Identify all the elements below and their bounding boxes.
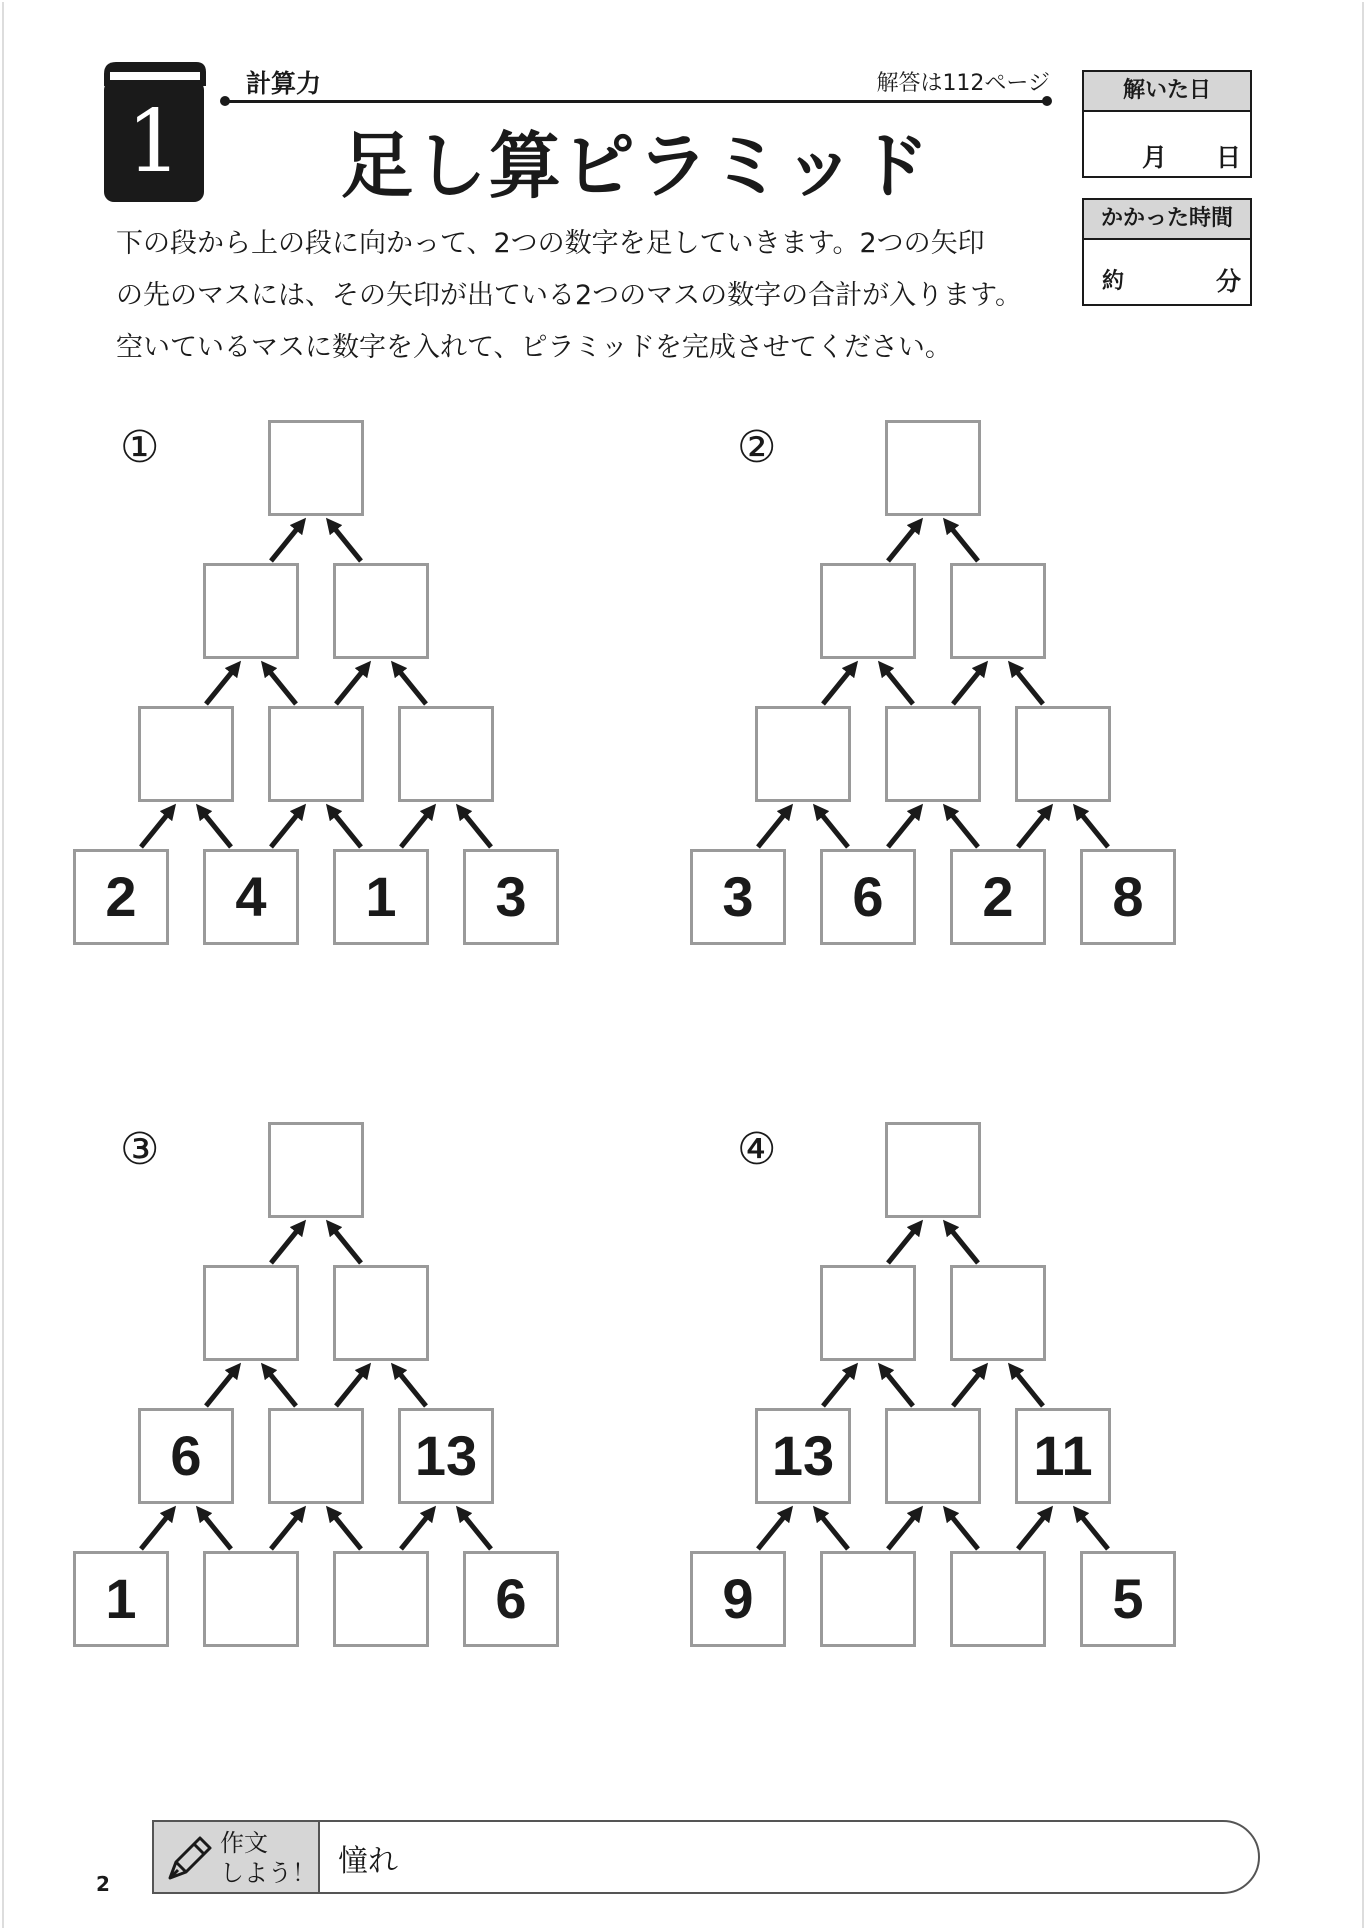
answer-cell[interactable] — [333, 1265, 429, 1361]
answer-cell[interactable] — [203, 563, 299, 659]
instruction-line: 下の段から上の段に向かって、2つの数字を足していきます。2つの矢印 — [116, 228, 985, 259]
day-label: 日 — [1216, 143, 1242, 172]
given-number-cell: 3 — [690, 849, 786, 945]
page-number: 2 — [96, 1872, 110, 1896]
answer-cell[interactable] — [885, 1408, 981, 1504]
page-title: 足し算ピラミッド — [340, 124, 932, 208]
arrow-up-left — [331, 1512, 361, 1549]
arrow-up-right — [953, 1369, 983, 1406]
arrow-up-right — [271, 524, 301, 561]
arrow-up-left — [818, 1512, 848, 1549]
puzzle-number: ③ — [120, 1124, 160, 1175]
arrow-up-left — [883, 667, 913, 704]
arrow-up-left — [948, 1226, 978, 1263]
essay-bar — [152, 1820, 1260, 1894]
arrow-up-left — [461, 810, 491, 847]
arrow-up-right — [888, 810, 918, 847]
arrow-up-left — [1078, 1512, 1108, 1549]
arrow-up-left — [331, 524, 361, 561]
arrow-up-right — [758, 810, 788, 847]
arrow-up-right — [401, 1512, 431, 1549]
essay-label-line: 作文 — [220, 1829, 268, 1857]
puzzle-number: ② — [737, 422, 777, 473]
arrow-up-right — [888, 1512, 918, 1549]
given-number-cell: 2 — [73, 849, 169, 945]
time-taken-field[interactable] — [1084, 240, 1250, 304]
essay-label — [220, 1828, 316, 1888]
solved-date-field[interactable] — [1084, 112, 1250, 176]
answer-cell[interactable] — [885, 706, 981, 802]
pyramid-puzzle — [105, 420, 620, 960]
answer-reference: 解答は112ページ — [876, 71, 1050, 96]
given-number-cell: 8 — [1080, 849, 1176, 945]
arrow-up-right — [271, 1512, 301, 1549]
arrow-up-left — [396, 1369, 426, 1406]
answer-cell[interactable] — [203, 1551, 299, 1647]
answer-cell[interactable] — [333, 563, 429, 659]
given-number-cell: 11 — [1015, 1408, 1111, 1504]
arrow-up-left — [266, 667, 296, 704]
arrow-up-left — [1078, 810, 1108, 847]
arrow-up-right — [336, 667, 366, 704]
arrow-up-left — [331, 1226, 361, 1263]
pyramid-puzzle — [722, 420, 1237, 960]
arrow-up-right — [206, 1369, 236, 1406]
header-rule — [224, 100, 1048, 103]
instruction-line: 空いているマスに数字を入れて、ピラミッドを完成させてください。 — [116, 332, 952, 363]
answer-cell[interactable] — [885, 420, 981, 516]
answer-cell[interactable] — [950, 1551, 1046, 1647]
answer-cell[interactable] — [1015, 706, 1111, 802]
arrow-up-left — [266, 1369, 296, 1406]
answer-cell[interactable] — [885, 1122, 981, 1218]
arrow-up-left — [883, 1369, 913, 1406]
answer-cell[interactable] — [203, 1265, 299, 1361]
pyramid-puzzle — [105, 1122, 620, 1662]
arrow-up-right — [888, 524, 918, 561]
arrow-up-left — [331, 810, 361, 847]
arrow-up-right — [401, 810, 431, 847]
arrow-up-right — [141, 1512, 171, 1549]
essay-tab — [154, 1822, 320, 1892]
arrow-up-left — [948, 524, 978, 561]
given-number-cell: 3 — [463, 849, 559, 945]
arrow-up-left — [1013, 667, 1043, 704]
month-label: 月 — [1142, 143, 1168, 172]
approx-label: 約 — [1102, 269, 1125, 294]
arrow-up-right — [953, 667, 983, 704]
arrow-up-right — [206, 667, 236, 704]
answer-cell[interactable] — [333, 1551, 429, 1647]
given-number-cell: 6 — [463, 1551, 559, 1647]
given-number-cell: 4 — [203, 849, 299, 945]
time-taken-box — [1082, 198, 1252, 306]
arrow-up-right — [271, 810, 301, 847]
minutes-label: 分 — [1216, 267, 1242, 296]
header-rule-dot-right — [1042, 96, 1052, 106]
category-label: 計算力 — [246, 69, 322, 98]
time-taken-label: かかった時間 — [1084, 200, 1250, 240]
essay-prompt-word: 憧れ — [338, 1844, 398, 1879]
answer-cell[interactable] — [820, 1551, 916, 1647]
answer-cell[interactable] — [950, 1265, 1046, 1361]
given-number-cell: 1 — [73, 1551, 169, 1647]
lesson-number: 1 — [126, 92, 182, 192]
given-number-cell: 13 — [398, 1408, 494, 1504]
arrow-up-right — [823, 667, 853, 704]
answer-cell[interactable] — [950, 563, 1046, 659]
given-number-cell: 6 — [138, 1408, 234, 1504]
arrow-up-left — [818, 810, 848, 847]
arrow-up-right — [758, 1512, 788, 1549]
given-number-cell: 13 — [755, 1408, 851, 1504]
arrow-up-right — [271, 1226, 301, 1263]
arrow-up-right — [888, 1226, 918, 1263]
arrow-up-right — [1018, 1512, 1048, 1549]
answer-cell[interactable] — [820, 563, 916, 659]
arrow-up-left — [461, 1512, 491, 1549]
answer-cell[interactable] — [268, 420, 364, 516]
given-number-cell: 6 — [820, 849, 916, 945]
answer-cell[interactable] — [138, 706, 234, 802]
arrow-up-left — [201, 810, 231, 847]
puzzle-number: ④ — [737, 1124, 777, 1175]
instructions — [116, 218, 1076, 374]
arrow-up-right — [141, 810, 171, 847]
puzzle-number: ① — [120, 422, 160, 473]
given-number-cell: 2 — [950, 849, 1046, 945]
answer-cell[interactable] — [755, 706, 851, 802]
answer-cell[interactable] — [268, 1408, 364, 1504]
essay-label-line: しよう！ — [220, 1859, 316, 1887]
pen-icon — [162, 1832, 216, 1886]
answer-cell[interactable] — [268, 706, 364, 802]
solved-date-box — [1082, 70, 1252, 178]
arrow-up-right — [1018, 810, 1048, 847]
arrow-up-left — [201, 1512, 231, 1549]
pyramid-puzzle — [722, 1122, 1237, 1662]
header-rule-dot-left — [220, 96, 230, 106]
solved-date-label: 解いた日 — [1084, 72, 1250, 112]
arrow-up-left — [396, 667, 426, 704]
instruction-line: の先のマスには、その矢印が出ている2つのマスの数字の合計が入ります。 — [116, 280, 1023, 311]
arrow-up-right — [823, 1369, 853, 1406]
given-number-cell: 9 — [690, 1551, 786, 1647]
answer-cell[interactable] — [268, 1122, 364, 1218]
answer-cell[interactable] — [398, 706, 494, 802]
given-number-cell: 1 — [333, 849, 429, 945]
arrow-up-left — [948, 1512, 978, 1549]
given-number-cell: 5 — [1080, 1551, 1176, 1647]
arrow-up-right — [336, 1369, 366, 1406]
arrow-up-left — [1013, 1369, 1043, 1406]
answer-cell[interactable] — [820, 1265, 916, 1361]
arrow-up-left — [948, 810, 978, 847]
